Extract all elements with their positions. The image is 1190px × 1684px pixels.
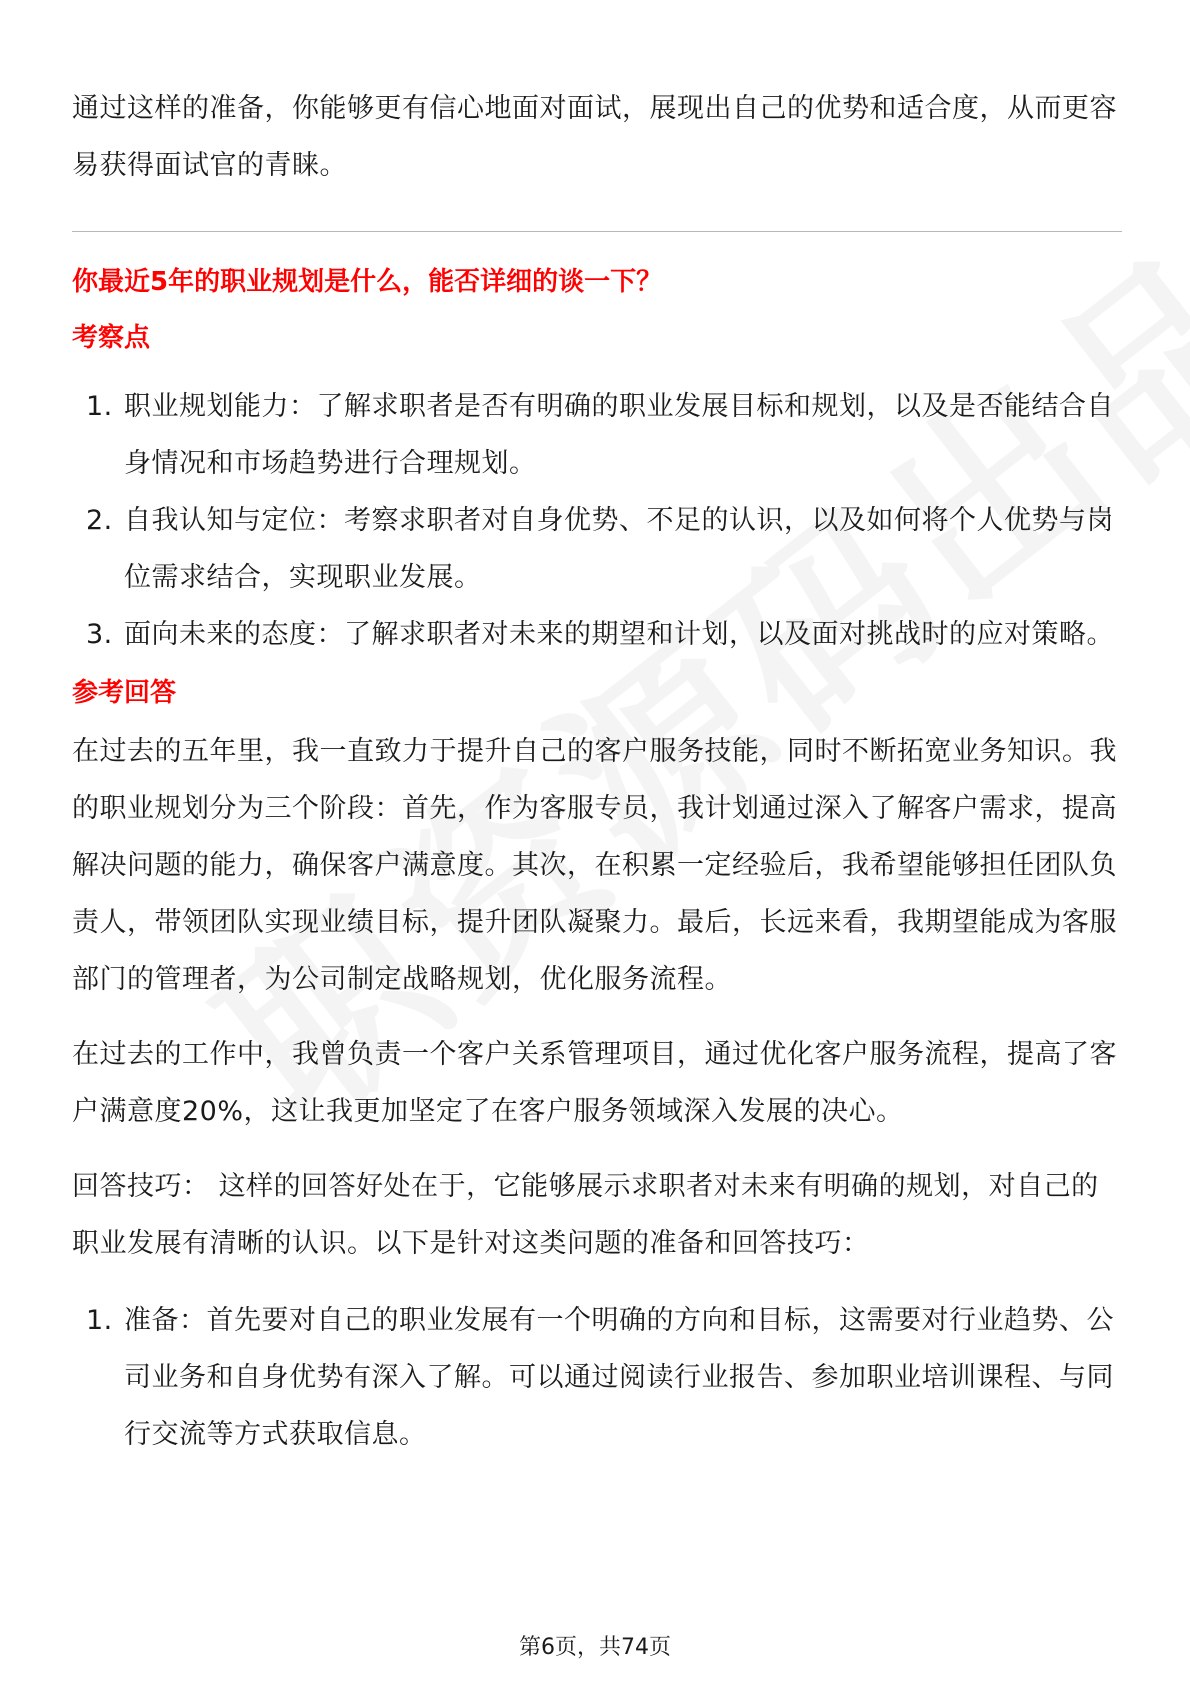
list-item-text: 准备：首先要对自己的职业发展有一个明确的方向和目标，这需要对行业趋势、公司业务和自身优势有深入了解。可以通过阅读行业报告、参加职业培训课程、与同行交流等方式获取信息。 (124, 1305, 1114, 1450)
question-title: 你最近5年的职业规划是什么，能否详细的谈一下？ (72, 267, 663, 297)
list-item (72, 492, 1122, 606)
list-item (72, 1292, 1122, 1463)
answer-paragraph-2: 在过去的工作中，我曾负责一个客户关系管理项目，通过优化客户服务流程，提高了客户满意度20%，这让我更加坚定了在客户服务领域深入发展的决心。 (72, 1039, 1117, 1127)
list-item-text: 职业规划能力：了解求职者是否有明确的职业发展目标和规划，以及是否能结合自身情况和市场趋势进行合理规划。 (124, 391, 1114, 479)
page-footer: 第6页，共74页 (519, 1635, 671, 1660)
list-item-text: 自我认知与定位：考察求职者对自身优势、不足的认识，以及如何将个人优势与岗位需求结合，实现职业发展。 (124, 505, 1114, 593)
list-item (72, 606, 1122, 663)
tips-list (72, 1292, 1122, 1463)
tips-paragraph: 回答技巧： 这样的回答好处在于，它能够展示求职者对未来有明确的规划，对自己的职业发展有清晰的认识。以下是针对这类问题的准备和回答技巧： (72, 1171, 1099, 1259)
list-number: 3. (86, 619, 113, 650)
list-number: 2. (86, 505, 113, 536)
answer-paragraph-1: 在过去的五年里，我一直致力于提升自己的客户服务技能，同时不断拓宽业务知识。我的职业规划分为三个阶段：首先，作为客服专员，我计划通过深入了解客户需求，提高解决问题的能力，确保客户满意度。其次，在积累一定经验后，我希望能够担任团队负责人，带领团队实现业绩目标，提升团队凝聚力。最后，长远来看，我期望能成为客服部门的管理者，为公司制定战略规划，优化服务流程。 (72, 736, 1117, 995)
intro-paragraph: 通过这样的准备，你能够更有信心地面对面试，展现出自己的优势和适合度，从而更容易获得面试官的青睐。 (72, 93, 1117, 181)
examine-heading: 考察点 (72, 323, 151, 353)
examine-list (72, 378, 1122, 663)
list-number: 1. (86, 1305, 113, 1336)
list-number: 1. (86, 391, 113, 422)
section-divider (72, 231, 1122, 232)
list-item (72, 378, 1122, 492)
list-item-text: 面向未来的态度：了解求职者对未来的期望和计划，以及面对挑战时的应对策略。 (124, 619, 1114, 650)
page-content (72, 80, 1122, 1463)
answer-heading: 参考回答 (72, 678, 177, 708)
